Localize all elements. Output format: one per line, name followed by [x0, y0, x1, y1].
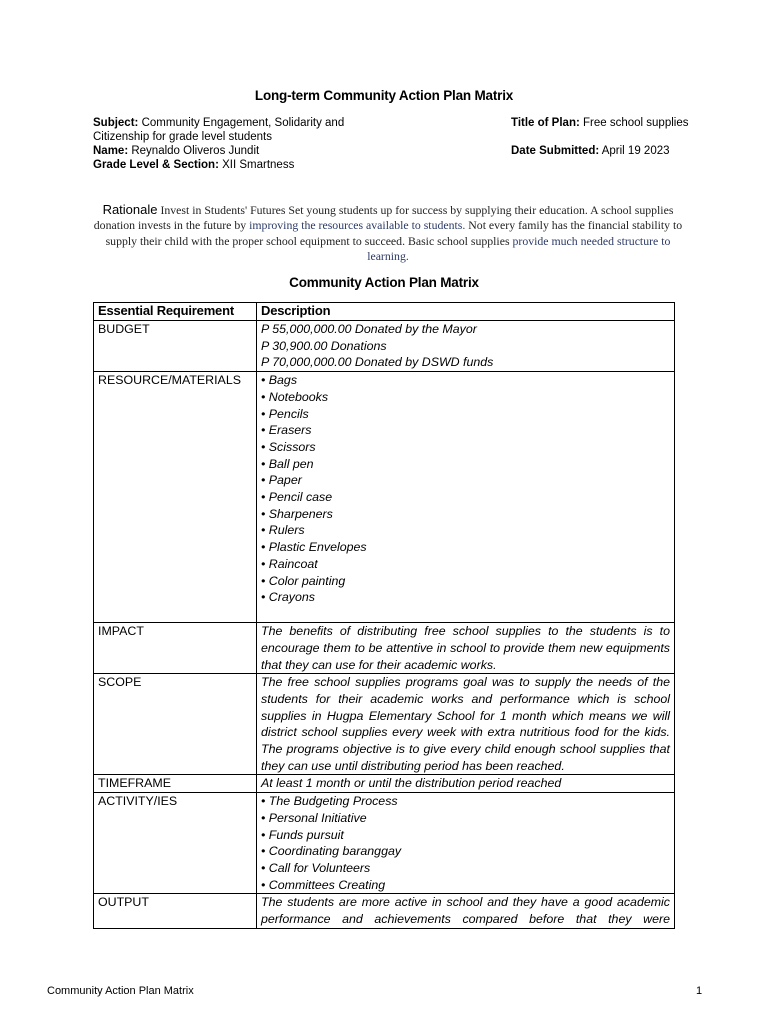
- date-label: Date Submitted:: [511, 145, 600, 157]
- list-item: • Raincoat: [261, 556, 670, 573]
- footer-page-number: 1: [696, 985, 703, 997]
- subject-value: Community Engagement, Solidarity and Citizenship for grade level students: [93, 117, 345, 143]
- rationale-text-4: provide much needed structure to learning.: [367, 233, 671, 264]
- timeframe-label: TIMEFRAME: [94, 775, 257, 793]
- plan-value: Free school supplies: [583, 117, 689, 129]
- list-item: • Scissors: [261, 439, 670, 456]
- list-item: • Ball pen: [261, 456, 670, 473]
- table-row-scope: [94, 674, 675, 775]
- list-item: • Color painting: [261, 573, 670, 590]
- table-row-budget: [94, 321, 675, 372]
- list-item: • Sharpeners: [261, 506, 670, 523]
- grade-label: Grade Level & Section:: [93, 159, 219, 171]
- rationale-text-3: Not every family has the financial stability to supply their child with the proper school equipment to succeed. Basic school supplies: [105, 218, 683, 248]
- page-title: Long-term Community Action Plan Matrix: [254, 88, 514, 103]
- name-line: [93, 144, 393, 158]
- grade-line: [93, 158, 393, 172]
- resources-label: RESOURCE/MATERIALS: [94, 372, 257, 623]
- list-item: • Plastic Envelopes: [261, 539, 670, 556]
- list-item: • Personal Initiative: [261, 810, 670, 827]
- timeframe-description: At least 1 month or until the distribution period reached: [257, 775, 675, 793]
- header-essential-requirement: Essential Requirement: [94, 303, 257, 321]
- list-item: • Pencils: [261, 406, 670, 423]
- list-item: • Bags: [261, 372, 670, 389]
- resources-description: [257, 372, 675, 623]
- budget-line: P 70,000,000.00 Donated by DSWD funds: [261, 355, 494, 370]
- list-item: • Rulers: [261, 522, 670, 539]
- list-item: • Erasers: [261, 422, 670, 439]
- budget-description: [257, 321, 675, 372]
- rationale-text-2: improving the resources available to students.: [249, 218, 466, 233]
- header-description: Description: [257, 303, 675, 321]
- list-item: • Funds pursuit: [261, 827, 670, 844]
- output-description: The students are more active in school and they have a good academic performance and achievements compared before that they were: [257, 894, 675, 928]
- resources-list: [261, 372, 670, 606]
- budget-line: P 55,000,000.00 Donated by the Mayor: [261, 322, 477, 336]
- meta-left-block: [93, 116, 393, 172]
- name-label: Name:: [93, 145, 129, 157]
- output-label: OUTPUT: [94, 894, 257, 928]
- plan-title-line: [511, 116, 711, 130]
- date-line: [511, 144, 711, 158]
- budget-line: P 30,900.00 Donations: [261, 338, 387, 353]
- footer-document-title: Community Action Plan Matrix: [47, 985, 194, 997]
- grade-value: XII Smartness: [222, 159, 295, 171]
- list-item: • The Budgeting Process: [261, 793, 670, 810]
- table-row-resources: [94, 372, 675, 623]
- rationale-paragraph: [93, 202, 683, 265]
- subject-label: Subject:: [93, 117, 139, 129]
- plan-label: Title of Plan:: [511, 117, 580, 129]
- list-item: • Pencil case: [261, 489, 670, 506]
- list-item: • Crayons: [261, 589, 670, 606]
- date-value: April 19 2023: [601, 145, 670, 157]
- activities-description: [257, 793, 675, 894]
- list-item: • Coordinating baranggay: [261, 843, 670, 860]
- impact-description: The benefits of distributing free school supplies to the students is to encourage them to be attentive in school to provide them new equipments that they can use for their academic works.: [257, 623, 675, 674]
- scope-description: The free school supplies programs goal was to supply the needs of the students for their academic works and performance which is school supplies in Hugpa Elementary School for 1 month which means we will district school supplies every week with extra nutritious food for the kids. The programs objective is to give every child enough school supplies that they can use until distributing period has been reached.: [257, 674, 675, 775]
- list-item: • Committees Creating: [261, 877, 670, 894]
- activities-label: ACTIVITY/IES: [94, 793, 257, 894]
- table-row-impact: [94, 623, 675, 674]
- budget-label: BUDGET: [94, 321, 257, 372]
- rationale-text-1: Invest in Students' Futures Set young students up for success by supplying their education. A school supplies donation invests in the future by: [93, 203, 674, 233]
- name-value: Reynaldo Oliveros Jundit: [131, 145, 260, 157]
- action-plan-table: [93, 302, 675, 929]
- table-row-output: [94, 894, 675, 928]
- scope-label: SCOPE: [94, 674, 257, 775]
- table-row-activities: [94, 793, 675, 894]
- subject-line: [93, 116, 393, 144]
- table-row-timeframe: [94, 775, 675, 793]
- activities-list: [261, 793, 670, 893]
- impact-label: IMPACT: [94, 623, 257, 674]
- matrix-title: Community Action Plan Matrix: [289, 275, 479, 290]
- list-item: • Notebooks: [261, 389, 670, 406]
- list-item: • Paper: [261, 472, 670, 489]
- list-item: • Call for Volunteers: [261, 860, 670, 877]
- table-header-row: [94, 303, 675, 321]
- rationale-label: Rationale: [102, 202, 158, 217]
